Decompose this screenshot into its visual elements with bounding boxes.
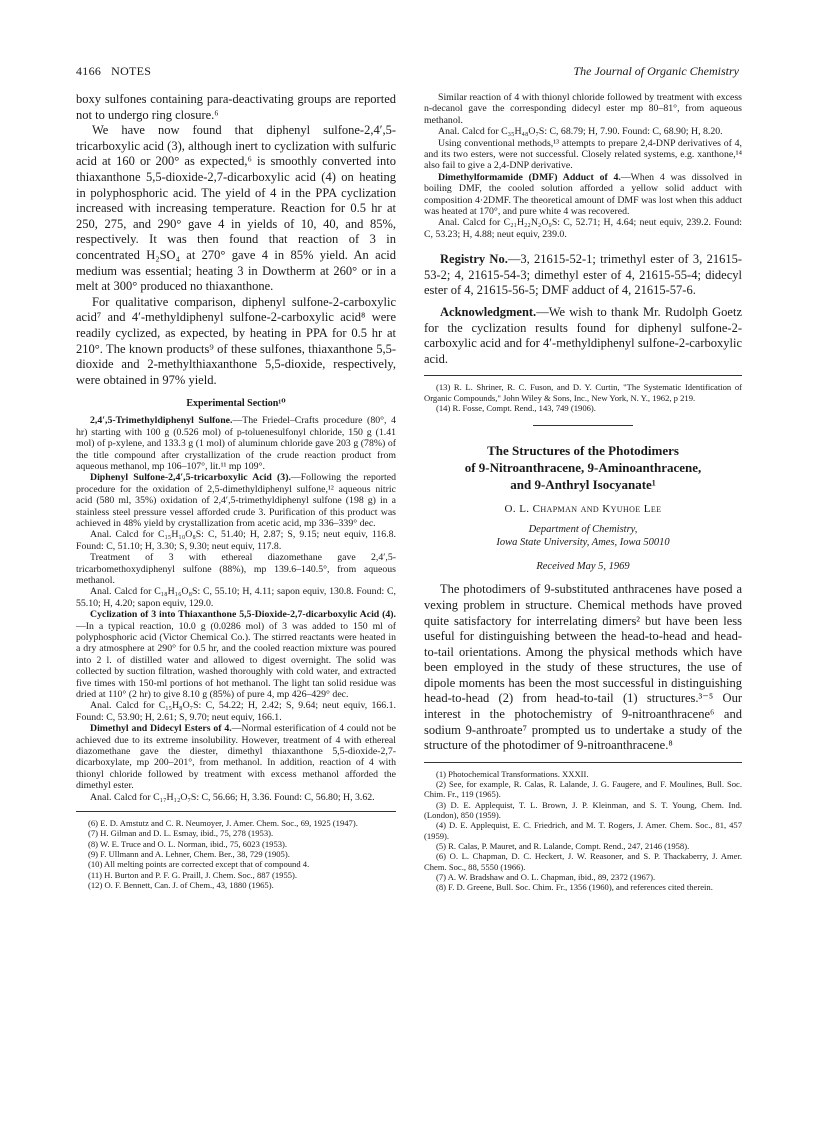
footnote: (8) W. E. Truce and O. L. Norman, ibid., 75, 6023 (1953). — [88, 838, 288, 849]
journal-title: The Journal of Organic Chemistry — [573, 64, 739, 78]
footnote: (4) D. E. Applequist, E. C. Friedrich, and M. T. Rogers, J. Amer. Chem. Soc., 81, 457 (1959). — [424, 820, 742, 841]
footnote: (6) O. L. Chapman, D. C. Heckert, J. W. Reasoner, and S. P. Thackaberry, J. Amer. Chem. Soc., 88, 5550 (1966). — [424, 851, 742, 872]
run-in-heading: Registry No. — [440, 252, 508, 267]
paragraph-text: —Following the reported procedure for the oxidation of 2,5-dimethyldiphenyl sulfone,¹² aqueous nitric acid (580 ml, 35%) oxidation of 2,4′,5-trimethyldiphenyl sulfone (198 g) in a stainless steel pressure vessel afforded crude 3. Purification of this product was achieved in 48% yield by crystallization from acetic acid, mp 336–339° dec. — [76, 472, 396, 529]
experimental-paragraph: Using conventional methods,¹³ attempts to prepare 2,4-DNP derivatives of 4, and its two esters, were not successful. Closely related systems, e.g. xanthone,¹⁴ also fail to give a 2,4-DNP derivative. — [424, 137, 742, 172]
article-title-line: and 9-Anthryl Isocyanate¹ — [510, 477, 656, 493]
affiliation-line: Iowa State University, Ames, Iowa 50010 — [496, 537, 670, 549]
article-affiliation — [424, 523, 742, 549]
footnote: (8) F. D. Greene, Bull. Soc. Chim. Fr., 1356 (1960), and references cited therein. — [436, 882, 713, 893]
experimental-paragraph — [424, 172, 742, 218]
run-in-heading: Acknowledgment. — [440, 305, 537, 320]
footnote: (5) R. Calas, P. Mauret, and R. Lalande, Compt. Rend., 247, 2146 (1958). — [436, 840, 690, 851]
footnote: (13) R. L. Shriner, R. C. Fuson, and D. Y. Curtin, "The Systematic Identification of Organic Compounds," John Wiley & Sons, Inc., New York, N. Y., 1962, p 219. — [424, 382, 742, 403]
registry-numbers — [424, 252, 742, 299]
footnote: (1) Photochemical Transformations. XXXII. — [436, 768, 589, 779]
footnote: (3) D. E. Applequist, T. L. Brown, J. P. Kleinman, and S. T. Young, Chem. Ind. (London), 850 (1959). — [424, 799, 742, 821]
paragraph-text: —We wish to thank Mr. Rudolph Goetz for the cyclization results found for diphenyl sulfone-2-carboxylic acid and for 4′-methyldiphenyl sulfone-2-carboxylic acid. — [424, 305, 742, 366]
footnote: (7) A. W. Bradshaw and O. L. Chapman, ibid., 89, 2372 (1967). — [436, 871, 656, 882]
run-in-heading: Cyclization of 3 into Thiaxanthone 5,5-Dioxide-2,7-dicarboxylic Acid (4). — [90, 609, 396, 621]
article-title — [424, 442, 742, 493]
analysis-line: Anal. Calcd for C₁₇H₁₂O₇S: C, 56.66; H, 3.36. Found: C, 56.80; H, 3.62. — [90, 791, 375, 803]
footnote: (12) O. F. Bennett, Can. J. of Chem., 43, 1880 (1965). — [88, 879, 274, 890]
acknowledgment — [424, 305, 742, 367]
paragraph-text: —When 4 was dissolved in boiling DMF, the cooled solution afforded a yellow solid adduct with composition 4·2DMF. The theoretical amount of DMF was lost when this adduct was heated at 170°, and pure white 4 was recovered. — [424, 171, 742, 218]
left-column — [76, 92, 396, 890]
experimental-paragraph: Treatment of 3 with ethereal diazomethane gave 2,4′,5-tricarbomethoxydiphenyl sulfone (88%), mp 139.6–140.5°, from aqueous methanol. — [76, 552, 396, 586]
experimental-paragraph — [76, 415, 396, 472]
article-title-line: of 9-Nitroanthracene, 9-Aminoanthracene, — [464, 460, 702, 476]
footnote: (6) E. D. Amstutz and C. R. Neumoyer, J. Amer. Chem. Soc., 69, 1925 (1947). — [88, 818, 358, 829]
article-title-line: The Structures of the Photodimers — [487, 443, 679, 459]
experimental-paragraph — [76, 609, 396, 700]
body-paragraph: For qualitative comparison, diphenyl sulfone-2-carboxylic acid⁷ and 4′-methyldiphenyl sulfone-2-carboxylic acid⁸ were readily cyclized, as expected, by heating in PPA for 0.5 hr at 210°. The known products⁹ of these sulfones, thiaxanthone 5,5-dioxide and 2-methylthiaxanthone 5,5-dioxide, respectively, were obtained in 97% yield. — [76, 294, 396, 387]
page-header-left — [76, 64, 151, 79]
footnote-divider — [76, 811, 396, 812]
footnote: (11) H. Burton and P. F. G. Praill, J. Chem. Soc., 887 (1955). — [88, 869, 298, 880]
analysis-line: Anal. Calcd for C₁₈H₁₆O₈S: C, 55.10; H, 4.11; sapon equiv, 130.8. Found: C, 55.10; H, 4.20; sapon equiv, 129.0. — [76, 586, 396, 609]
body-paragraph: boxy sulfones containing para-deactivating groups are reported not to undergo ring closure.⁶ — [76, 92, 396, 122]
analysis-line: Anal. Calcd for C₂₁H₂₂N₂O₉S: C, 52.71; H, 4.64; neut equiv, 239.2. Found: C, 53.23; H, 4.88; neut equiv, 239.0. — [424, 217, 742, 240]
run-in-heading: Diphenyl Sulfone-2,4′,5-tricarboxylic Acid (3). — [90, 472, 291, 484]
page-number: 4166 — [76, 64, 102, 78]
run-in-heading: Dimethyl and Didecyl Esters of 4. — [90, 723, 232, 735]
paragraph-text: —In a typical reaction, 10.0 g (0.0286 mol) of 3 was added to 150 ml of polyphosphoric acid (Victor Chemical Co.). The stirred reactants were heated in a dry atmosphere at 290° for 0.5 hr, and the cooled reaction mixture was poured into 2 l. of distilled water and allowed to digest overnight. The solid was collected by suction filtration, washed thoroughly with cold water, and extracted five times with 150-ml portions of hot methanol. The light tan solid residue was dried at 110° (2 hr) to give 8.10 g (85%) of pure 4, mp 426–429° dec. — [76, 620, 396, 701]
section-name: NOTES — [111, 64, 152, 78]
article-authors: O. L. Chapman and Kyuhoe Lee — [504, 503, 662, 516]
paragraph-text: —The Friedel–Crafts procedure (80°, 4 hr) starting with 100 g (0.526 mol) of p-toluenesulfonyl chloride, 150 g (1.41 mol) of p-xylene, and 133.3 g (1 mol) of aluminum chloride gave 203 g (78%) of the title compound after crystallization of the crude reaction product from aqueous methanol, mp 106–107°, lit.¹¹ mp 109°. — [76, 415, 396, 472]
article-separator — [533, 425, 633, 426]
run-in-heading: 2,4′,5-Trimethyldiphenyl Sulfone. — [90, 415, 233, 427]
footnote: (10) All melting points are corrected except that of compound 4. — [88, 859, 310, 870]
footnote: (9) F. Ullmann and A. Lehner, Chem. Ber., 38, 729 (1905). — [88, 848, 290, 859]
paragraph-text: —3, 21615-52-1; trimethyl ester of 3, 21615-53-2; 4, 21615-54-3; dimethyl ester of 4, 21615-55-4; didecyl ester of 4, 21615-56-5; DMF adduct of 4, 21615-57-6. — [424, 252, 743, 298]
analysis-line: Anal. Calcd for C₁₅H₁₀O₈S: C, 51.40; H, 2.87; S, 9.15; neut equiv, 116.8. Found: C, 51.10; H, 3.30; S, 9.30; neut equiv, 117.8. — [76, 529, 396, 552]
analysis-line: Anal. Calcd for C₃₅H₄₈O₇S: C, 68.79; H, 7.90. Found: C, 68.90; H, 8.20. — [438, 126, 723, 138]
experimental-paragraph — [76, 472, 396, 529]
analysis-line: Anal. Calcd for C₁₅H₈O₇S: C, 54.22; H, 2.42; S, 9.64; neut equiv, 166.1. Found: C, 53.90; H, 2.61; S, 9.70; neut equiv, 166.1. — [76, 700, 396, 723]
article-intro: The photodimers of 9-substituted anthracenes have posed a vexing problem in structure. Chemical methods have proved quite satisfactory for interrelating dimers² but have been less useful for distinguishing between the head-to-head and head-to-tail orientations. Among the physical methods which have been employed in the study of these structures, the use of dipole moments has been the most successful in distinguishing head-to-head (2) from head-to-tail (1) structures.³⁻⁵ Our interest in the photochemistry of 9-nitroanthracene⁶ and sodium 9-anthroate⁷ prompted us to undertake a study of the structure of the photodimer of 9-nitroanthracene.⁸ — [424, 582, 742, 753]
affiliation-line: Department of Chemistry, — [528, 524, 638, 536]
footnote-divider — [424, 762, 742, 763]
footnote: (2) See, for example, R. Calas, R. Lalande, J. G. Faugere, and F. Moulines, Bull. Soc. Chim. Fr., 119 (1965). — [424, 779, 742, 800]
paragraph-text: —Normal esterification of 4 could not be achieved due to its extreme insolubility. However, treatment of 4 with ethereal diazomethane gave the diester, dimethyl thiaxanthone 5,5-dioxide-2,7-dicarboxylate, mp 200–201°, from methanol. In addition, reaction of 4 with thionyl chloride followed by treatment with excess methanol afforded the dimethyl ester. — [76, 723, 396, 792]
right-column — [424, 92, 742, 892]
experimental-paragraph — [76, 723, 396, 791]
experimental-section-title: Experimental Section¹⁰ — [186, 398, 286, 410]
received-date: Received May 5, 1969 — [536, 561, 630, 573]
run-in-heading: Dimethylformamide (DMF) Adduct of 4. — [438, 171, 621, 183]
footnote: (7) H. Gilman and D. L. Esmay, ibid., 75, 278 (1953). — [88, 828, 274, 839]
experimental-paragraph: Similar reaction of 4 with thionyl chloride followed by treatment with excess n-decanol gave the corresponding didecyl ester mp 80–81°, from aqueous methanol. — [424, 92, 742, 126]
body-paragraph: We have now found that diphenyl sulfone-2,4′,5-tricarboxylic acid (3), although inert to cyclization with sulfuric acid at 160 or 200° as expected,⁶ is smoothly converted into thiaxanthone 5,5-dioxide-2,7-dicarboxylic acid (4) on heating in polyphosphoric acid. The yield of 4 in the PPA cyclization increased with increasing temperature. Reaction for 0.5 hr at 250, 275, and 290° gave 4 in yields of 10, 40, and 85%, respectively. It was then found that reaction of 3 in concentrated H₂SO₄ at 270° gave 4 in 85% yield. An acid medium was essential; heating 3 in Dowtherm at 260° or in a melt at 300° produced no thiaxanthone. — [76, 123, 396, 294]
footnote: (14) R. Fosse, Compt. Rend., 143, 749 (1906). — [436, 403, 596, 414]
footnote-divider — [424, 375, 742, 376]
